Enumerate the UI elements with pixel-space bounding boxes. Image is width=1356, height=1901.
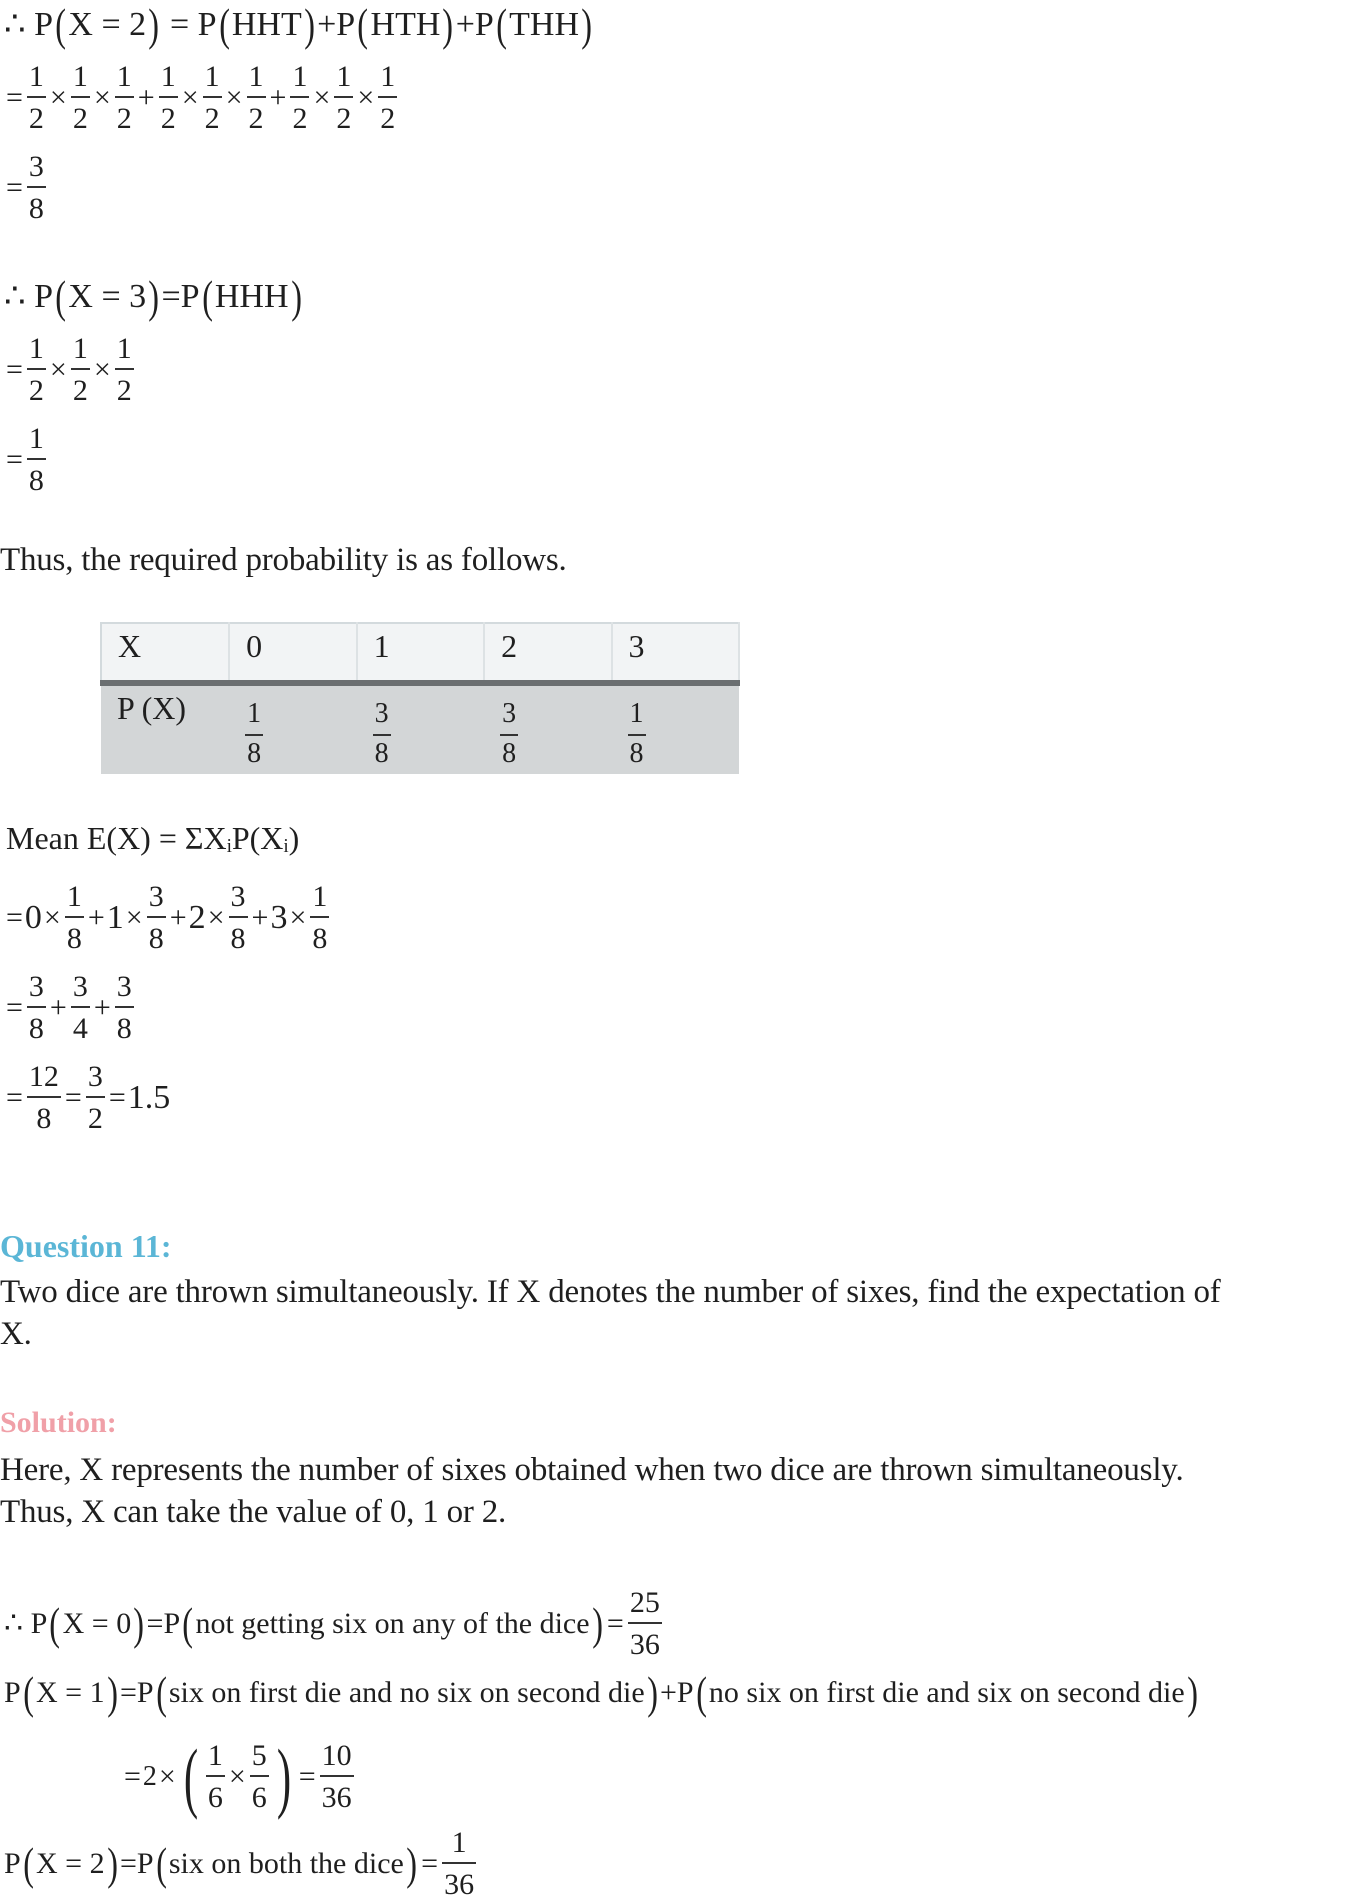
solution-title: Solution: xyxy=(0,1406,117,1439)
table-header-cell: 1 xyxy=(357,623,484,683)
fraction: $\frac{3}{2}$ xyxy=(87,1060,103,1135)
probability-distribution-table xyxy=(100,622,740,774)
question-text-line-1: Two dice are thrown simultaneously. If X denotes the number of sixes, find the expectation of xyxy=(0,1274,1221,1310)
fraction: $\frac{1}{8}$ xyxy=(312,880,328,955)
table-row-label: P (X) xyxy=(101,683,229,774)
fraction: $\frac{3}{8}$ xyxy=(116,970,132,1045)
table-cell: $\frac{3}{8}$ xyxy=(484,683,611,774)
table-cell: $\frac{1}{8}$ xyxy=(229,683,356,774)
fraction: $\frac{1}{2}$ xyxy=(72,60,88,135)
fraction: $\frac{1}{8}$ xyxy=(66,880,82,955)
fraction: $\frac{1}{2}$ xyxy=(160,60,176,135)
summary-text: Thus, the required probability is as follows. xyxy=(0,542,567,578)
question-title: Question 11: xyxy=(0,1228,172,1264)
fraction: $\frac{10}{36}$ xyxy=(321,1739,352,1814)
mean-step-2: = $\frac{3}{8}$ + $\frac{3}{4}$ + $\frac{3}{8}$ xyxy=(6,970,132,1045)
table-cell: $\frac{3}{8}$ xyxy=(357,683,484,774)
equation-p-x-equals-2: ∴ P ( X = 2 ) = P ( HHT ) +P ( HTH ) +P ( THH ) xyxy=(4,0,593,50)
fraction: $\frac{3}{8}$ xyxy=(28,970,44,1045)
table-row xyxy=(101,683,739,774)
fraction: $\frac{1}{6}$ xyxy=(207,1739,223,1814)
fraction: $\frac{3}{8}$ xyxy=(230,880,246,955)
table-header-row xyxy=(101,623,739,683)
fraction: $\frac{1}{36}$ xyxy=(444,1826,475,1901)
fraction: $\frac{1}{2}$ xyxy=(28,332,44,407)
fraction: $\frac{1}{2}$ xyxy=(380,60,396,135)
fraction: $\frac{3}{4}$ xyxy=(72,970,88,1045)
equation-p2-expansion: = $\frac{1}{2}$ × $\frac{1}{2}$ × $\frac{1}{2}$ + $\frac{1}{2}$ × $\frac{1}{2}$ × $\frac{1}{2}$ + $\frac{1}{2}$ × $\frac{1}{2}$ × $\frac{1}{2}$ xyxy=(6,60,396,135)
fraction: $\frac{1}{2}$ xyxy=(204,60,220,135)
solution-text-line-1: Here, X represents the number of sixes obtained when two dice are thrown simultaneously. xyxy=(0,1452,1184,1488)
question-text-line-2: X. xyxy=(0,1316,32,1352)
equation-p1-calc: = 2 × ( $\frac{1}{6}$ × $\frac{5}{6}$ ) = $\frac{10}{36}$ xyxy=(124,1733,352,1820)
equation-p-x-equals-0: ∴ P ( X = 0 ) =P ( not getting six on any of the dice ) = $\frac{25}{36}$ xyxy=(4,1586,660,1661)
equation-p-x-equals-2-dice: P ( X = 2 ) =P ( six on both the dice ) = $\frac{1}{36}$ xyxy=(4,1826,475,1901)
fraction: $\frac{1}{2}$ xyxy=(72,332,88,407)
fraction: $\frac{25}{36}$ xyxy=(629,1586,660,1661)
equation-p-x-equals-1: P ( X = 1 ) =P ( six on first die and no six on second die ) +P ( no six on first die and six on second die ) xyxy=(4,1667,1198,1718)
solution-text-line-2: Thus, X can take the value of 0, 1 or 2. xyxy=(0,1494,507,1530)
fraction: $\frac{3}{8}$ xyxy=(28,150,44,225)
mean-definition: Mean E(X) = ΣXᵢP(Xᵢ) xyxy=(6,820,300,856)
table-cell: $\frac{1}{8}$ xyxy=(612,683,739,774)
equation-p3-result: = $\frac{1}{8}$ xyxy=(6,422,44,497)
mean-step-1: = 0 × $\frac{1}{8}$ + 1 × $\frac{3}{8}$ + 2 × $\frac{3}{8}$ + 3 × $\frac{1}{8}$ xyxy=(6,880,328,955)
fraction: $\frac{1}{2}$ xyxy=(248,60,264,135)
mean-result: 1.5 xyxy=(127,1078,171,1116)
table-header-cell: X xyxy=(101,623,229,683)
table-header-cell: 2 xyxy=(484,623,611,683)
fraction: $\frac{5}{6}$ xyxy=(251,1739,267,1814)
fraction: $\frac{3}{8}$ xyxy=(148,880,164,955)
fraction: $\frac{1}{2}$ xyxy=(28,60,44,135)
fraction: $\frac{1}{2}$ xyxy=(292,60,308,135)
table-header-cell: 3 xyxy=(612,623,739,683)
therefore-symbol: ∴ xyxy=(4,6,26,43)
equation-p-x-equals-3: ∴ P ( X = 3 ) =P ( HHH ) xyxy=(4,271,302,322)
table-header-cell: 0 xyxy=(229,623,356,683)
equation-p2-result: = $\frac{3}{8}$ xyxy=(6,150,44,225)
fraction: $\frac{1}{2}$ xyxy=(116,60,132,135)
fraction: $\frac{12}{8}$ xyxy=(28,1060,59,1135)
mean-step-3: = $\frac{12}{8}$ = $\frac{3}{2}$ = 1.5 xyxy=(6,1060,171,1135)
fraction: $\frac{1}{8}$ xyxy=(28,422,44,497)
fraction: $\frac{1}{2}$ xyxy=(116,332,132,407)
equation-p3-expansion: = $\frac{1}{2}$ × $\frac{1}{2}$ × $\frac{1}{2}$ xyxy=(6,332,132,407)
fraction: $\frac{1}{2}$ xyxy=(336,60,352,135)
